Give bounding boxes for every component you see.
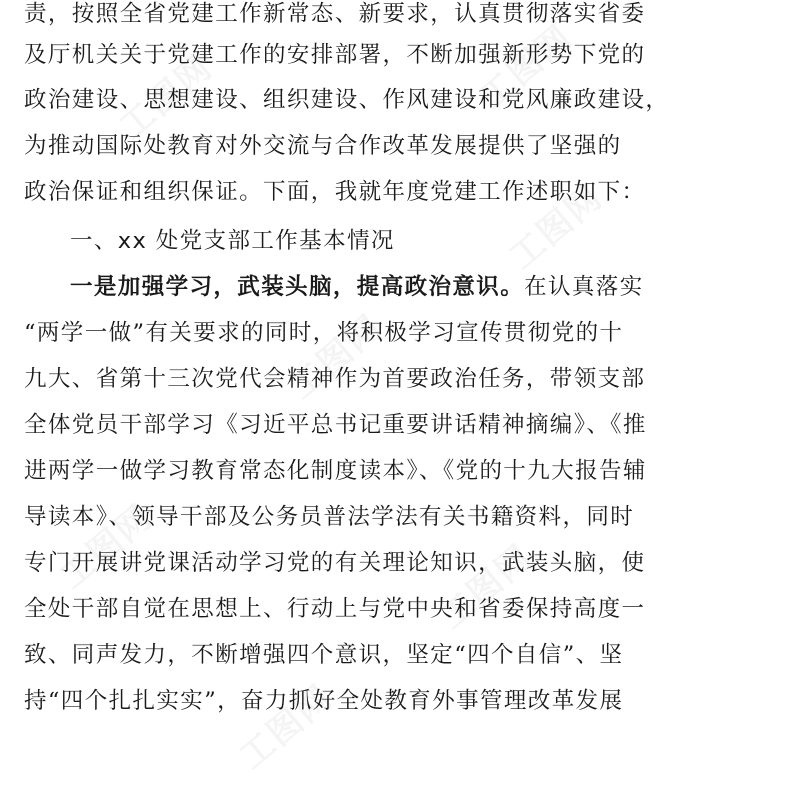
text-line: 政治建设、思想建设、组织建设、作风建设和党风廉政建设， [24, 87, 670, 113]
section-heading: 一、xx 处党支部工作基本情况 [70, 228, 395, 254]
paragraph-lead-rest: 在认真落实 [524, 274, 644, 300]
paragraph-lead-bold: 一是加强学习，武装头脑，提高政治意识。 [70, 274, 525, 300]
text-line: 全体党员干部学习《习近平总书记重要讲话精神摘编》、《推 [24, 412, 647, 438]
watermark: 工图网 [232, 677, 341, 778]
text-line: “两学一做”有关要求的同时，将积极学习宣传贯彻党的十 [24, 320, 624, 346]
text-line: 持“四个扎扎实实”，奋力抓好全处教育外事管理改革发展 [24, 688, 624, 714]
paragraph-first-line [70, 264, 644, 310]
watermark: 工图网 [282, 307, 391, 408]
watermark: 工图网 [432, 537, 541, 638]
watermark: 工图网 [472, 17, 581, 118]
text-line: 导读本》、领导干部及公务员普法学法有关书籍资料，同时 [24, 504, 635, 530]
text-line: 政治保证和组织保证。下面，我就年度党建工作述职如下： [24, 179, 646, 205]
text-line: 为推动国际处教育对外交流与合作改革发展提供了坚强的 [24, 133, 622, 159]
text-line: 专门开展讲党课活动学习党的有关理论知识，武装头脑，使 [24, 550, 646, 576]
watermark: 工图网 [52, 497, 161, 598]
text-line: 致、同声发力，不断增强四个意识，坚定“四个自信”、坚 [24, 642, 624, 668]
watermark: 工图网 [502, 177, 611, 278]
watermark: 工图网 [112, 47, 221, 148]
text-line: 九大、省第十三次党代会精神作为首要政治任务，带领支部 [24, 366, 646, 392]
text-line: 进两学一做学习教育常态化制度读本》、《党的十九大报告辅 [24, 458, 647, 484]
text-line: 及厅机关关于党建工作的安排部署，不断加强新形势下党的 [24, 42, 646, 68]
text-line: 责，按照全省党建工作新常态、新要求，认真贯彻落实省委 [24, 1, 646, 27]
text-line: 全处干部自觉在思想上、行动上与党中央和省委保持高度一 [24, 596, 646, 622]
